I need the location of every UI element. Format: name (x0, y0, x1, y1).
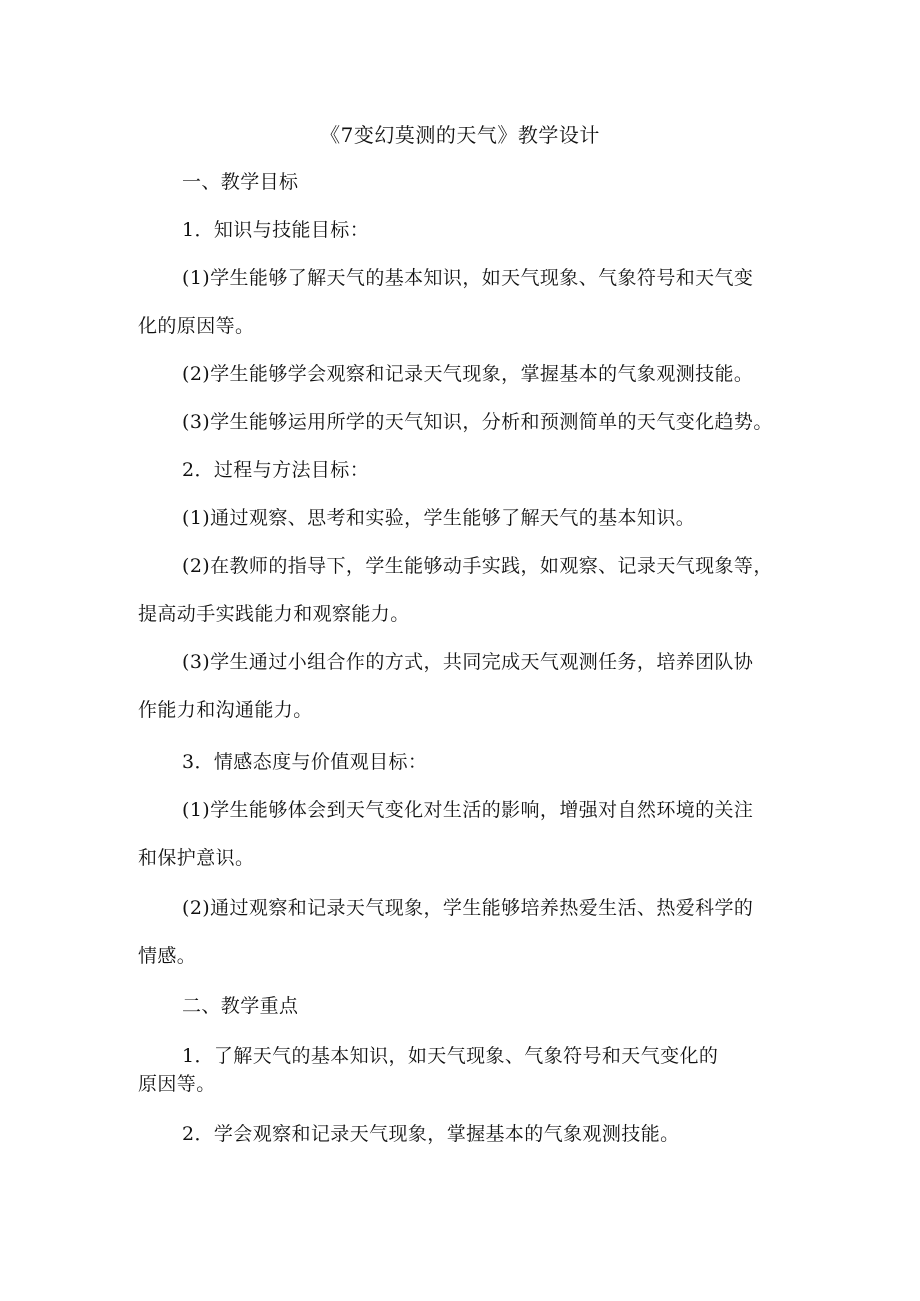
paragraph-attitude-1 (138, 786, 798, 882)
paragraph-line: 1．了解天气的基本知识，如天气现象、气象符号和天气变化的 (182, 1045, 719, 1067)
paragraph-line: (2)通过观察和记录天气现象，学生能够培养热爱生活、热爱科学的 (182, 897, 754, 919)
paragraph-line: (3)学生能够运用所学的天气知识，分析和预测简单的天气变化趋势。 (182, 411, 773, 433)
paragraph-line: (1)通过观察、思考和实验，学生能够了解天气的基本知识。 (182, 507, 696, 529)
subheading-attitude-values (138, 738, 798, 786)
subheading-process-methods (138, 446, 798, 494)
paragraph-knowledge-1 (138, 254, 798, 350)
paragraph-line: (1)学生能够了解天气的基本知识，如天气现象、气象符号和天气变 (182, 267, 754, 289)
paragraph-knowledge-3 (138, 398, 798, 446)
paragraph-process-1 (138, 494, 798, 542)
subheading-knowledge-skills (138, 206, 798, 254)
paragraph-line: 作能力和沟通能力。 (138, 699, 313, 721)
paragraph-line: 3．情感态度与价值观目标： (182, 751, 428, 773)
document-title: 《7变幻莫测的天气》教学设计 (320, 123, 600, 147)
section-heading-key-points (138, 982, 798, 1030)
paragraph-process-3 (138, 638, 798, 734)
paragraph-line: 情感。 (138, 945, 197, 967)
paragraph-line: 2．学会观察和记录天气现象，掌握基本的气象观测技能。 (182, 1123, 680, 1145)
paragraph-line: 2．过程与方法目标： (182, 459, 370, 481)
paragraph-line: 二、教学重点 (182, 995, 299, 1017)
paragraph-line: 化的原因等。 (138, 315, 255, 337)
paragraph-process-2 (138, 542, 798, 638)
paragraph-key-point-1 (138, 1042, 798, 1098)
paragraph-line: (2)在教师的指导下，学生能够动手实践，如观察、记录天气现象等， (182, 555, 773, 577)
paragraph-knowledge-2 (138, 350, 798, 398)
paragraph-line: (1)学生能够体会到天气变化对生活的影响，增强对自然环境的关注 (182, 799, 754, 821)
paragraph-key-point-2 (138, 1110, 798, 1158)
paragraph-line: 原因等。 (138, 1073, 216, 1095)
paragraph-line: (2)学生能够学会观察和记录天气现象，掌握基本的气象观测技能。 (182, 363, 754, 385)
paragraph-attitude-2 (138, 884, 798, 980)
paragraph-line: (3)学生通过小组合作的方式，共同完成天气观测任务，培养团队协 (182, 651, 754, 673)
paragraph-line: 和保护意识。 (138, 847, 255, 869)
paragraph-line: 1．知识与技能目标： (182, 219, 370, 241)
paragraph-line: 一、教学目标 (182, 171, 299, 193)
section-heading-objectives (138, 158, 798, 206)
paragraph-line: 提高动手实践能力和观察能力。 (138, 603, 410, 625)
